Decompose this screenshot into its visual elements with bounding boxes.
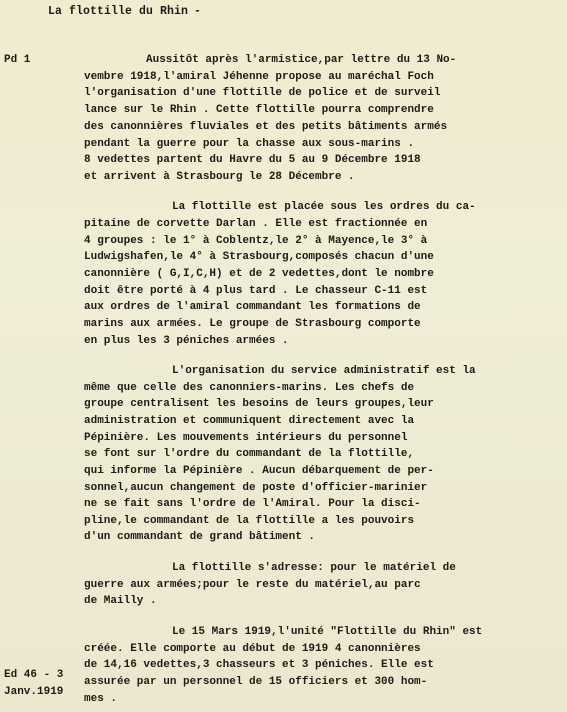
page-title — [48, 5, 201, 18]
paragraph-line: mes . — [84, 693, 118, 705]
paragraph-line: L'organisation du service administratif est la — [172, 365, 476, 377]
paragraph-line: même que celle des canonniers-marins. Les chefs de — [84, 382, 415, 394]
paragraph-line: sonnel,aucun changement de poste d'officier-marinier — [84, 482, 428, 494]
paragraph-line: marins aux armées. Le groupe de Strasbourg comporte — [84, 318, 421, 330]
paragraph-line: de 14,16 vedettes,3 chasseurs et 3 péniches. Elle est — [84, 659, 434, 671]
paragraph-line: administration et communiquent directement avec la — [84, 415, 415, 427]
margin-reference-bottom: Ed 46 - 3 — [4, 669, 64, 681]
paragraph-line: d'un commandant de grand bâtiment . — [84, 531, 316, 543]
paragraph-line: se font sur l'ordre du commandant de la flottille, — [84, 448, 415, 460]
paragraph-line: et arrivent à Strasbourg le 28 Décembre . — [84, 171, 355, 183]
title-text: La flottille du Rhin — [48, 5, 189, 18]
paragraph-line: doit être porté à 4 plus tard . Le chasseur C-11 est — [84, 285, 428, 297]
paragraph-line: de Mailly . — [84, 595, 157, 607]
paragraph-line: aux ordres de l'amiral commandant les formations de — [84, 301, 421, 313]
paragraph-line: qui informe la Pépinière . Aucun débarquement de per- — [84, 465, 434, 477]
paragraph-line: La flottille est placée sous les ordres du ca- — [172, 201, 476, 213]
paragraph-line: Pépinière. Les mouvements intérieurs du personnel — [84, 432, 408, 444]
paragraph-line: des canonnières fluviales et des petits bâtiments armés — [84, 121, 448, 133]
paragraph-line: Aussitôt après l'armistice,par lettre du 13 No- — [146, 54, 457, 66]
paragraph-line: assurée par un personnel de 15 officiers et 300 hom- — [84, 676, 428, 688]
paragraph-line: lance sur le Rhin . Cette flottille pourra comprendre — [84, 104, 434, 116]
paragraph-line: guerre aux armées;pour le reste du matériel,au parc — [84, 579, 421, 591]
paragraph-line: pendant la guerre pour la chasse aux sous-marins . — [84, 138, 415, 150]
paragraph-line: groupe centralisent les besoins de leurs groupes,leur — [84, 398, 434, 410]
paragraph-line: 4 groupes : le 1° à Coblentz,le 2° à Mayence,le 3° à — [84, 235, 428, 247]
paragraph-line: créée. Elle comporte au début de 1919 4 canonnières — [84, 643, 421, 655]
paragraph-line: pitaine de corvette Darlan . Elle est fractionnée en — [84, 218, 428, 230]
paragraph-line: vembre 1918,l'amiral Jéhenne propose au maréchal Foch — [84, 71, 434, 83]
paragraph-line: canonnière ( G,I,C,H) et de 2 vedettes,dont le nombre — [84, 268, 434, 280]
paragraph-line: pline,le commandant de la flottille a les pouvoirs — [84, 515, 415, 527]
paragraph-line: 8 vedettes partent du Havre du 5 au 9 Décembre 1918 — [84, 154, 421, 166]
paragraph-line: l'organisation d'une flottille de police et de surveil — [84, 87, 441, 99]
paragraph-line: La flottille s'adresse: pour le matériel de — [172, 562, 456, 574]
paragraph-line: Ludwigshafen,le 4° à Strasbourg,composés chacun d'une — [84, 251, 434, 263]
paragraph-line: Le 15 Mars 1919,l'unité "Flottille du Rhin" est — [172, 626, 483, 638]
margin-reference-top: Pd 1 — [4, 54, 31, 66]
title-dash: - — [194, 5, 202, 18]
paragraph-line: ne se fait sans l'ordre de l'Amiral. Pour la disci- — [84, 498, 421, 510]
paragraph-line: en plus les 3 péniches armées . — [84, 335, 289, 347]
margin-date-bottom: Janv.1919 — [4, 686, 64, 698]
